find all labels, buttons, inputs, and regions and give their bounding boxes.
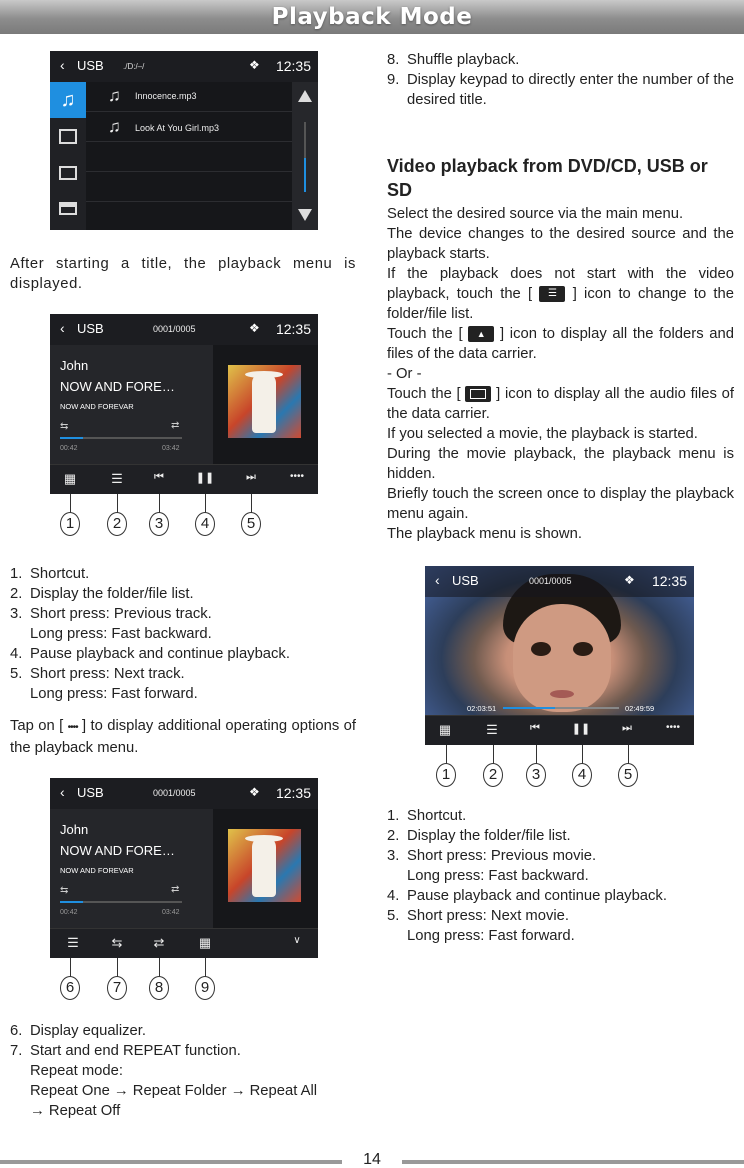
callout-number: 5 xyxy=(241,512,261,536)
clock: 12:35 xyxy=(651,573,687,589)
list-item: 6. Display equalizer. xyxy=(10,1023,146,1039)
scroll-up-icon[interactable] xyxy=(298,90,312,102)
video-player-screen xyxy=(425,566,694,745)
callout-leader xyxy=(117,958,118,978)
callout-number: 4 xyxy=(572,763,592,787)
video-control-description-list xyxy=(387,806,734,946)
file-row[interactable] xyxy=(86,142,292,172)
list-item: 4. Pause playback and continue playback. xyxy=(10,646,290,662)
scrollbar[interactable] xyxy=(292,82,318,230)
audio-files-icon xyxy=(465,386,491,402)
more-options-icon[interactable]: •••• xyxy=(665,722,680,733)
progress-fill xyxy=(60,901,83,903)
folder-category-icon[interactable] xyxy=(59,202,77,215)
page-number: 14 xyxy=(363,1151,381,1168)
scroll-thumb[interactable] xyxy=(304,158,306,192)
pause-icon[interactable]: ❚❚ xyxy=(571,723,591,735)
music-note-icon: ♫ xyxy=(108,117,121,136)
footer-rule-right xyxy=(402,1160,744,1164)
repeat-icon: ⇆ xyxy=(60,421,69,432)
total-time: 02:49:59 xyxy=(625,704,655,713)
callout-number: 8 xyxy=(149,976,169,1000)
music-note-icon: ♫ xyxy=(108,86,121,105)
callout-leader xyxy=(205,494,206,514)
callout-number: 3 xyxy=(149,512,169,536)
after-start-paragraph: After starting a title, the playback menu is displayed. xyxy=(10,256,356,292)
album-hat xyxy=(245,371,283,378)
callout-number: 3 xyxy=(526,763,546,787)
list-item: 7. Start and end REPEAT function. Repeat mode: Repeat One → Repeat Folder → Repeat All xyxy=(10,1043,318,1099)
equalizer-icon[interactable]: ☰ xyxy=(67,935,79,950)
callout-leader xyxy=(251,494,252,514)
album-cover xyxy=(228,365,301,438)
album-figure xyxy=(252,373,276,433)
keypad-icon[interactable]: ▦ xyxy=(198,935,212,950)
bluetooth-icon: ❖ xyxy=(249,785,260,799)
category-rail xyxy=(50,82,86,230)
previous-icon[interactable]: ⏮ xyxy=(154,471,164,483)
bluetooth-icon: ❖ xyxy=(624,573,635,587)
artist-name: John xyxy=(60,822,89,837)
total-time: 03:42 xyxy=(162,909,180,916)
album-figure xyxy=(252,837,276,897)
more-options-icon[interactable]: •••• xyxy=(289,471,304,482)
callout-leader xyxy=(446,745,447,765)
video-section-heading: Video playback from DVD/CD, USB or SD xyxy=(387,156,708,200)
pause-icon[interactable]: ❚❚ xyxy=(195,472,215,484)
callout-leader xyxy=(493,745,494,765)
extended-description-list xyxy=(10,1021,360,1101)
collapse-icon[interactable]: ∨ xyxy=(293,935,301,946)
album-name: NOW AND FOREVAR xyxy=(60,402,134,411)
list-item: 3. Short press: Previous movie. Long press: Fast backward. xyxy=(387,848,597,884)
list-item: 8. Shuffle playback. xyxy=(387,52,520,68)
progress-fill xyxy=(60,437,83,439)
scroll-down-icon[interactable] xyxy=(298,209,312,221)
bluetooth-icon: ❖ xyxy=(249,58,260,72)
source-label: USB xyxy=(77,321,104,336)
artist-name: John xyxy=(60,358,89,373)
elapsed-time: 00:42 xyxy=(60,909,78,916)
callout-leader xyxy=(536,745,537,765)
callout-leader xyxy=(70,958,71,978)
album-name: NOW AND FOREVAR xyxy=(60,866,134,875)
next-icon[interactable]: ⏭ xyxy=(622,722,632,734)
progress-track[interactable] xyxy=(60,437,182,439)
header-banner xyxy=(0,0,744,34)
callout-number: 5 xyxy=(618,763,638,787)
album-cover xyxy=(228,829,301,902)
list-item: 2. Display the folder/file list. xyxy=(10,586,194,602)
track-title: NOW AND FORE… xyxy=(60,379,175,394)
shuffle-keypad-list xyxy=(387,50,734,110)
total-time: 03:42 xyxy=(162,445,180,452)
track-counter: 0001/0005 xyxy=(529,576,572,586)
callout-leader xyxy=(117,494,118,514)
source-label: USB xyxy=(77,58,104,73)
source-label: USB xyxy=(452,573,479,588)
back-icon[interactable]: ‹ xyxy=(60,784,65,800)
playback-control-bar xyxy=(50,464,318,494)
callout-number: 9 xyxy=(195,976,215,1000)
callout-leader xyxy=(628,745,629,765)
folder-icon: ▲ xyxy=(468,326,494,342)
previous-icon[interactable]: ⏮ xyxy=(530,722,540,734)
list-item: 4. Pause playback and continue playback. xyxy=(387,888,667,904)
back-icon[interactable]: ‹ xyxy=(60,57,65,73)
callout-leader xyxy=(582,745,583,765)
track-info-panel xyxy=(50,345,213,464)
list-icon[interactable]: ☰ xyxy=(486,722,498,737)
shuffle-icon: ⇄ xyxy=(171,420,180,431)
callout-number: 1 xyxy=(60,512,80,536)
video-section-body: Select the desired source via the main menu. The device changes to the desired source and the playback starts. If the playback does not start with the video playback, touch the [ ☰ ] icon to change to the folder/file list. Touch the [ ▲ ] icon to display all the folders and files of the data carrier. - Or - Touch the [ ] icon to display all the audio files of the data carrier. If you selected a movie, the playback is started. During the movie playback, the playback menu is hidden. Briefly touch the screen once to display the playback menu again. The playback menu is shown. xyxy=(387,206,734,542)
elapsed-time: 02:03:51 xyxy=(467,704,497,713)
path-label: ./D:/–/ xyxy=(123,62,145,71)
next-icon[interactable]: ⏭ xyxy=(246,471,256,483)
tap-more-paragraph: Tap on [ •••• ] to display additional operating options of the playback menu. xyxy=(10,718,356,756)
list-item: 5. Short press: Next movie. Long press: Fast forward. xyxy=(387,908,575,944)
clock: 12:35 xyxy=(275,58,311,74)
list-icon[interactable]: ☰ xyxy=(111,471,123,486)
status-bar xyxy=(50,778,318,809)
file-row[interactable] xyxy=(86,172,292,202)
back-icon[interactable]: ‹ xyxy=(60,320,65,336)
callout-leader xyxy=(205,958,206,978)
callout-leader xyxy=(159,958,160,978)
list-item: 9. Display keypad to directly enter the number of the desired title. xyxy=(387,72,734,108)
progress-fill xyxy=(503,707,555,709)
playback-control-bar xyxy=(425,715,694,745)
list-item: 3. Short press: Previous track. Long press: Fast backward. xyxy=(10,606,212,642)
file-name: Innocence.mp3 xyxy=(135,91,197,101)
progress-track[interactable] xyxy=(60,901,182,903)
photo-category-icon[interactable] xyxy=(59,166,77,180)
callout-leader xyxy=(70,494,71,514)
child-eye xyxy=(573,642,593,656)
video-category-icon[interactable] xyxy=(59,129,77,144)
repeat-icon[interactable]: ⇆ xyxy=(111,935,123,950)
track-counter: 0001/0005 xyxy=(153,788,196,798)
source-label: USB xyxy=(77,785,104,800)
more-options-icon: •••• xyxy=(67,722,78,733)
page-title: Playback Mode xyxy=(271,4,473,30)
status-bar xyxy=(50,51,318,82)
back-icon[interactable]: ‹ xyxy=(435,572,440,588)
file-row[interactable] xyxy=(86,112,292,142)
track-title: NOW AND FORE… xyxy=(60,843,175,858)
list-item: 2. Display the folder/file list. xyxy=(387,828,571,844)
callout-number: 1 xyxy=(436,763,456,787)
child-mouth xyxy=(550,690,574,698)
list-view-icon: ☰ xyxy=(539,286,565,302)
callout-number: 6 xyxy=(60,976,80,1000)
album-hat xyxy=(245,835,283,842)
file-row[interactable] xyxy=(86,82,292,112)
callout-number: 7 xyxy=(107,976,127,1000)
callout-number: 2 xyxy=(483,763,503,787)
control-description-list xyxy=(10,564,360,704)
track-info-panel xyxy=(50,809,213,928)
callout-number: 2 xyxy=(107,512,127,536)
status-bar xyxy=(425,566,694,597)
child-eye xyxy=(531,642,551,656)
file-browser-screen xyxy=(50,51,318,230)
shuffle-icon: ⇄ xyxy=(171,884,180,895)
track-counter: 0001/0005 xyxy=(153,324,196,334)
footer-rule-left xyxy=(0,1160,342,1164)
audio-player-extended-screen xyxy=(50,778,318,958)
repeat-icon: ⇆ xyxy=(60,885,69,896)
extended-control-bar xyxy=(50,928,318,958)
audio-player-screen xyxy=(50,314,318,494)
music-category-icon[interactable]: ♫ xyxy=(50,82,86,118)
list-item: 1. Shortcut. xyxy=(387,808,467,824)
shortcut-icon[interactable]: ▦ xyxy=(63,471,77,486)
shortcut-icon[interactable]: ▦ xyxy=(438,722,452,737)
callout-number: 4 xyxy=(195,512,215,536)
shuffle-icon[interactable]: ⇄ xyxy=(153,935,165,950)
clock: 12:35 xyxy=(275,785,311,801)
elapsed-time: 00:42 xyxy=(60,445,78,452)
list-item: 5. Short press: Next track. Long press: Fast forward. xyxy=(10,666,198,702)
repeat-off-line: → Repeat Off xyxy=(30,1103,121,1119)
clock: 12:35 xyxy=(275,321,311,337)
progress-track[interactable] xyxy=(503,707,619,709)
bluetooth-icon: ❖ xyxy=(249,321,260,335)
file-name: Look At You Girl.mp3 xyxy=(135,123,220,133)
status-bar xyxy=(50,314,318,345)
list-item: 1. Shortcut. xyxy=(10,566,90,582)
file-list xyxy=(86,82,292,230)
callout-leader xyxy=(159,494,160,514)
